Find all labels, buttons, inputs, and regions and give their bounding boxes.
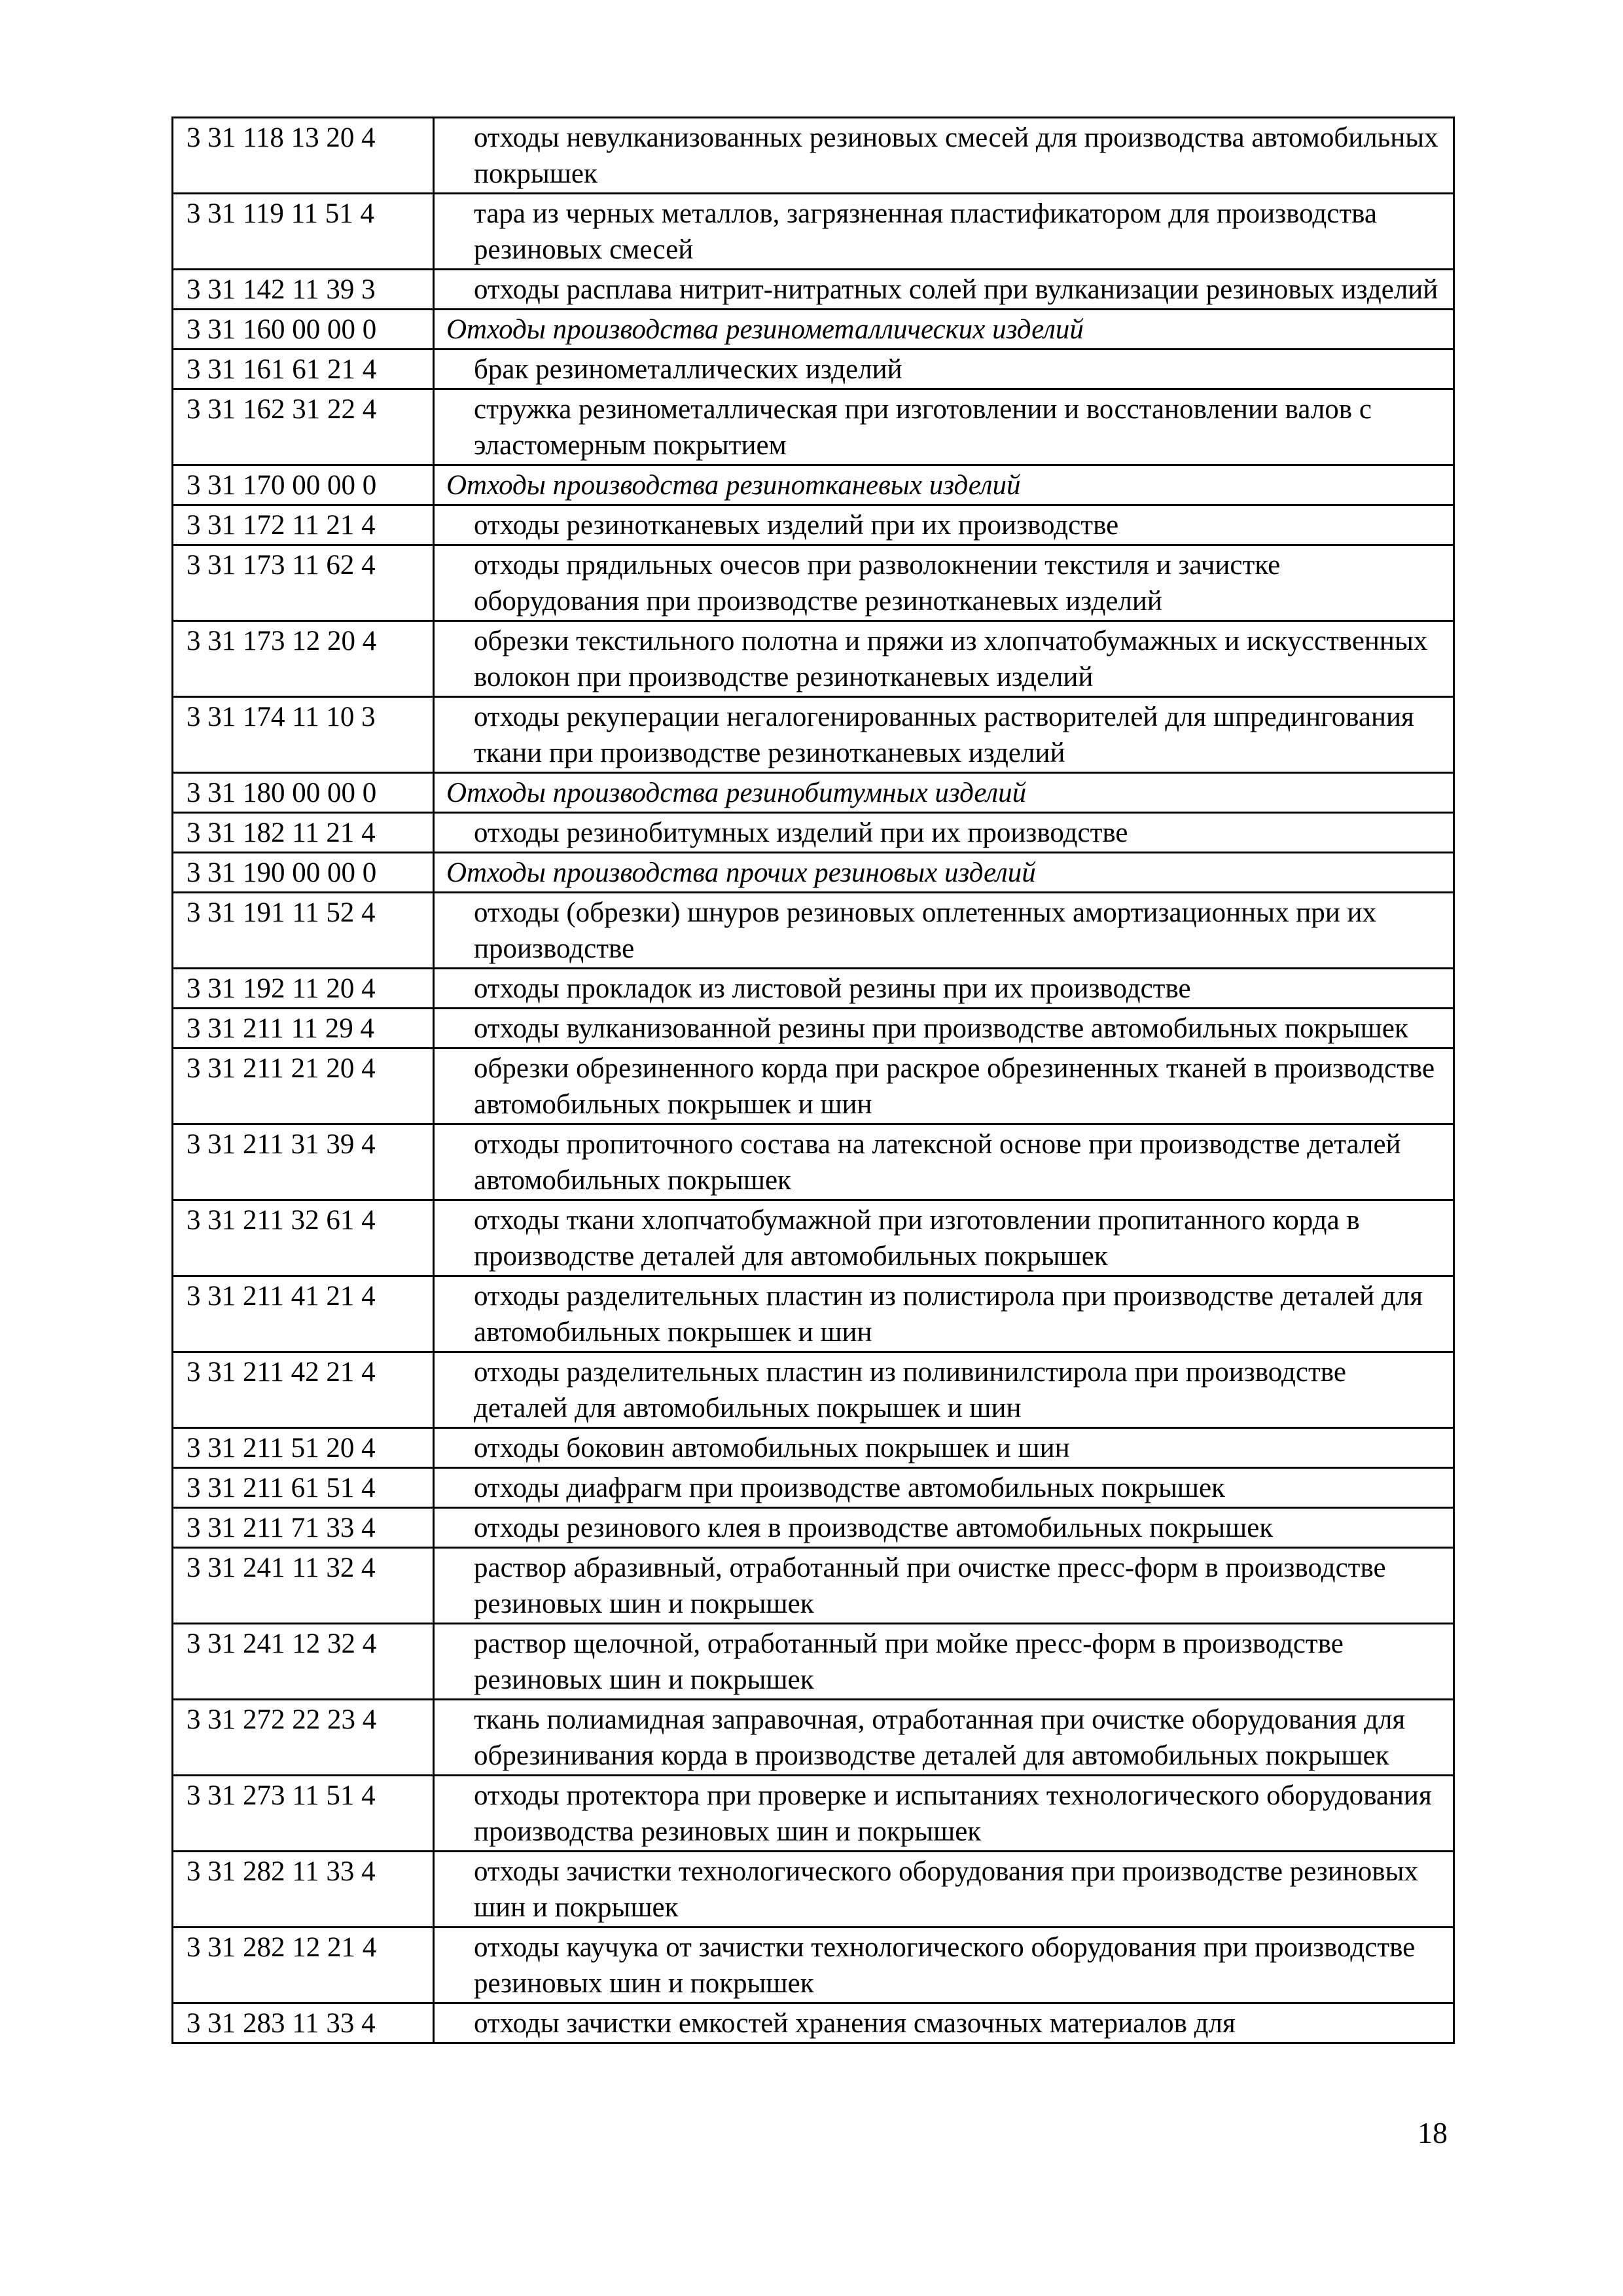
waste-description-cell: тара из черных металлов, загрязненная пластификатором для производства резиновых смесей [434, 194, 1454, 270]
table-row [173, 1928, 1454, 2003]
waste-description-cell: отходы каучука от зачистки технологического оборудования при производстве резиновых шин и покрышек [434, 1928, 1454, 2003]
waste-description-cell: отходы невулканизованных резиновых смесей для производства автомобильных покрышек [434, 118, 1454, 194]
waste-code-cell: 3 31 142 11 39 3 [173, 270, 434, 310]
table-category-row [173, 853, 1454, 893]
waste-code-cell: 3 31 170 00 00 0 [173, 465, 434, 505]
table-body [173, 118, 1454, 2043]
waste-code-cell: 3 31 191 11 52 4 [173, 893, 434, 969]
waste-code-cell: 3 31 161 61 21 4 [173, 350, 434, 389]
waste-code-cell: 3 31 192 11 20 4 [173, 969, 434, 1009]
waste-description-cell: отходы ткани хлопчатобумажной при изготовлении пропитанного корда в производстве деталей для автомобильных покрышек [434, 1200, 1454, 1276]
table-row [173, 389, 1454, 465]
table-row [173, 2003, 1454, 2043]
category-title-cell: Отходы производства резинобитумных изделий [434, 773, 1454, 813]
table-row [173, 545, 1454, 621]
table-row [173, 350, 1454, 389]
waste-description-cell: обрезки обрезиненного корда при раскрое обрезиненных тканей в производстве автомобильных покрышек и шин [434, 1049, 1454, 1124]
waste-code-cell: 3 31 211 71 33 4 [173, 1508, 434, 1548]
waste-code-cell: 3 31 282 12 21 4 [173, 1928, 434, 2003]
table-row [173, 893, 1454, 969]
waste-description-cell: отходы диафрагм при производстве автомобильных покрышек [434, 1468, 1454, 1508]
table-row [173, 621, 1454, 697]
table-row [173, 1700, 1454, 1776]
table-category-row [173, 465, 1454, 505]
waste-description-cell: ткань полиамидная заправочная, отработанная при очистке оборудования для обрезинивания корда в производстве деталей для автомобильных покрышек [434, 1700, 1454, 1776]
waste-code-cell: 3 31 241 12 32 4 [173, 1624, 434, 1700]
table-category-row [173, 310, 1454, 350]
table-row [173, 1009, 1454, 1049]
waste-description-cell: отходы зачистки технологического оборудования при производстве резиновых шин и покрышек [434, 1852, 1454, 1928]
waste-code-cell: 3 31 182 11 21 4 [173, 813, 434, 853]
waste-description-cell: стружка резинометаллическая при изготовлении и восстановлении валов с эластомерным покрытием [434, 389, 1454, 465]
waste-code-cell: 3 31 282 11 33 4 [173, 1852, 434, 1928]
waste-code-cell: 3 31 211 21 20 4 [173, 1049, 434, 1124]
waste-code-cell: 3 31 172 11 21 4 [173, 505, 434, 545]
page-number: 18 [1418, 2116, 1448, 2149]
table-row [173, 270, 1454, 310]
waste-code-cell: 3 31 272 22 23 4 [173, 1700, 434, 1776]
waste-code-cell: 3 31 211 61 51 4 [173, 1468, 434, 1508]
waste-code-cell: 3 31 173 12 20 4 [173, 621, 434, 697]
waste-description-cell: отходы зачистки емкостей хранения смазочных материалов для [434, 2003, 1454, 2043]
table-row [173, 1776, 1454, 1852]
waste-description-cell: отходы прокладок из листовой резины при их производстве [434, 969, 1454, 1009]
table-row [173, 1468, 1454, 1508]
waste-description-cell: отходы вулканизованной резины при производстве автомобильных покрышек [434, 1009, 1454, 1049]
waste-description-cell: отходы разделительных пластин из полистирола при производстве деталей для автомобильных покрышек и шин [434, 1276, 1454, 1352]
table-row [173, 1508, 1454, 1548]
waste-description-cell: отходы резинобитумных изделий при их производстве [434, 813, 1454, 853]
waste-description-cell: отходы резинового клея в производстве автомобильных покрышек [434, 1508, 1454, 1548]
table-row [173, 1548, 1454, 1624]
waste-code-cell: 3 31 211 41 21 4 [173, 1276, 434, 1352]
waste-code-cell: 3 31 211 11 29 4 [173, 1009, 434, 1049]
category-title-cell: Отходы производства резинотканевых изделий [434, 465, 1454, 505]
waste-code-cell: 3 31 211 32 61 4 [173, 1200, 434, 1276]
table-row [173, 1852, 1454, 1928]
waste-code-cell: 3 31 162 31 22 4 [173, 389, 434, 465]
table-row [173, 697, 1454, 773]
waste-code-cell: 3 31 190 00 00 0 [173, 853, 434, 893]
waste-code-cell: 3 31 180 00 00 0 [173, 773, 434, 813]
waste-description-cell: отходы расплава нитрит-нитратных солей при вулканизации резиновых изделий [434, 270, 1454, 310]
table-row [173, 1428, 1454, 1468]
table-row [173, 1624, 1454, 1700]
waste-description-cell: отходы разделительных пластин из поливинилстирола при производстве деталей для автомобильных покрышек и шин [434, 1352, 1454, 1428]
table-category-row [173, 773, 1454, 813]
waste-code-cell: 3 31 160 00 00 0 [173, 310, 434, 350]
waste-code-cell: 3 31 119 11 51 4 [173, 194, 434, 270]
waste-description-cell: отходы боковин автомобильных покрышек и шин [434, 1428, 1454, 1468]
waste-description-cell: брак резинометаллических изделий [434, 350, 1454, 389]
waste-description-cell: обрезки текстильного полотна и пряжи из хлопчатобумажных и искусственных волокон при производстве резинотканевых изделий [434, 621, 1454, 697]
waste-code-cell: 3 31 211 51 20 4 [173, 1428, 434, 1468]
waste-description-cell: отходы прядильных очесов при разволокнении текстиля и зачистке оборудования при производстве резинотканевых изделий [434, 545, 1454, 621]
table-row [173, 969, 1454, 1009]
table-row [173, 194, 1454, 270]
table-row [173, 118, 1454, 194]
waste-description-cell: отходы резинотканевых изделий при их производстве [434, 505, 1454, 545]
waste-code-cell: 3 31 118 13 20 4 [173, 118, 434, 194]
category-title-cell: Отходы производства прочих резиновых изделий [434, 853, 1454, 893]
category-title-cell: Отходы производства резинометаллических изделий [434, 310, 1454, 350]
table-row [173, 1124, 1454, 1200]
table-row [173, 1276, 1454, 1352]
waste-code-cell: 3 31 174 11 10 3 [173, 697, 434, 773]
waste-code-table [171, 117, 1455, 2044]
waste-code-cell: 3 31 241 11 32 4 [173, 1548, 434, 1624]
table-row [173, 1049, 1454, 1124]
table-row [173, 1200, 1454, 1276]
waste-description-cell: отходы пропиточного состава на латексной основе при производстве деталей автомобильных покрышек [434, 1124, 1454, 1200]
table-row [173, 813, 1454, 853]
waste-code-cell: 3 31 211 31 39 4 [173, 1124, 434, 1200]
waste-code-cell: 3 31 173 11 62 4 [173, 545, 434, 621]
waste-description-cell: раствор щелочной, отработанный при мойке пресс-форм в производстве резиновых шин и покрышек [434, 1624, 1454, 1700]
waste-description-cell: отходы рекуперации негалогенированных растворителей для шпредингования ткани при производстве резинотканевых изделий [434, 697, 1454, 773]
table-row [173, 1352, 1454, 1428]
table-row [173, 505, 1454, 545]
waste-description-cell: раствор абразивный, отработанный при очистке пресс-форм в производстве резиновых шин и покрышек [434, 1548, 1454, 1624]
waste-code-cell: 3 31 283 11 33 4 [173, 2003, 434, 2043]
waste-description-cell: отходы (обрезки) шнуров резиновых оплетенных амортизационных при их производстве [434, 893, 1454, 969]
waste-code-cell: 3 31 211 42 21 4 [173, 1352, 434, 1428]
waste-code-cell: 3 31 273 11 51 4 [173, 1776, 434, 1852]
waste-description-cell: отходы протектора при проверке и испытаниях технологического оборудования производства резиновых шин и покрышек [434, 1776, 1454, 1852]
